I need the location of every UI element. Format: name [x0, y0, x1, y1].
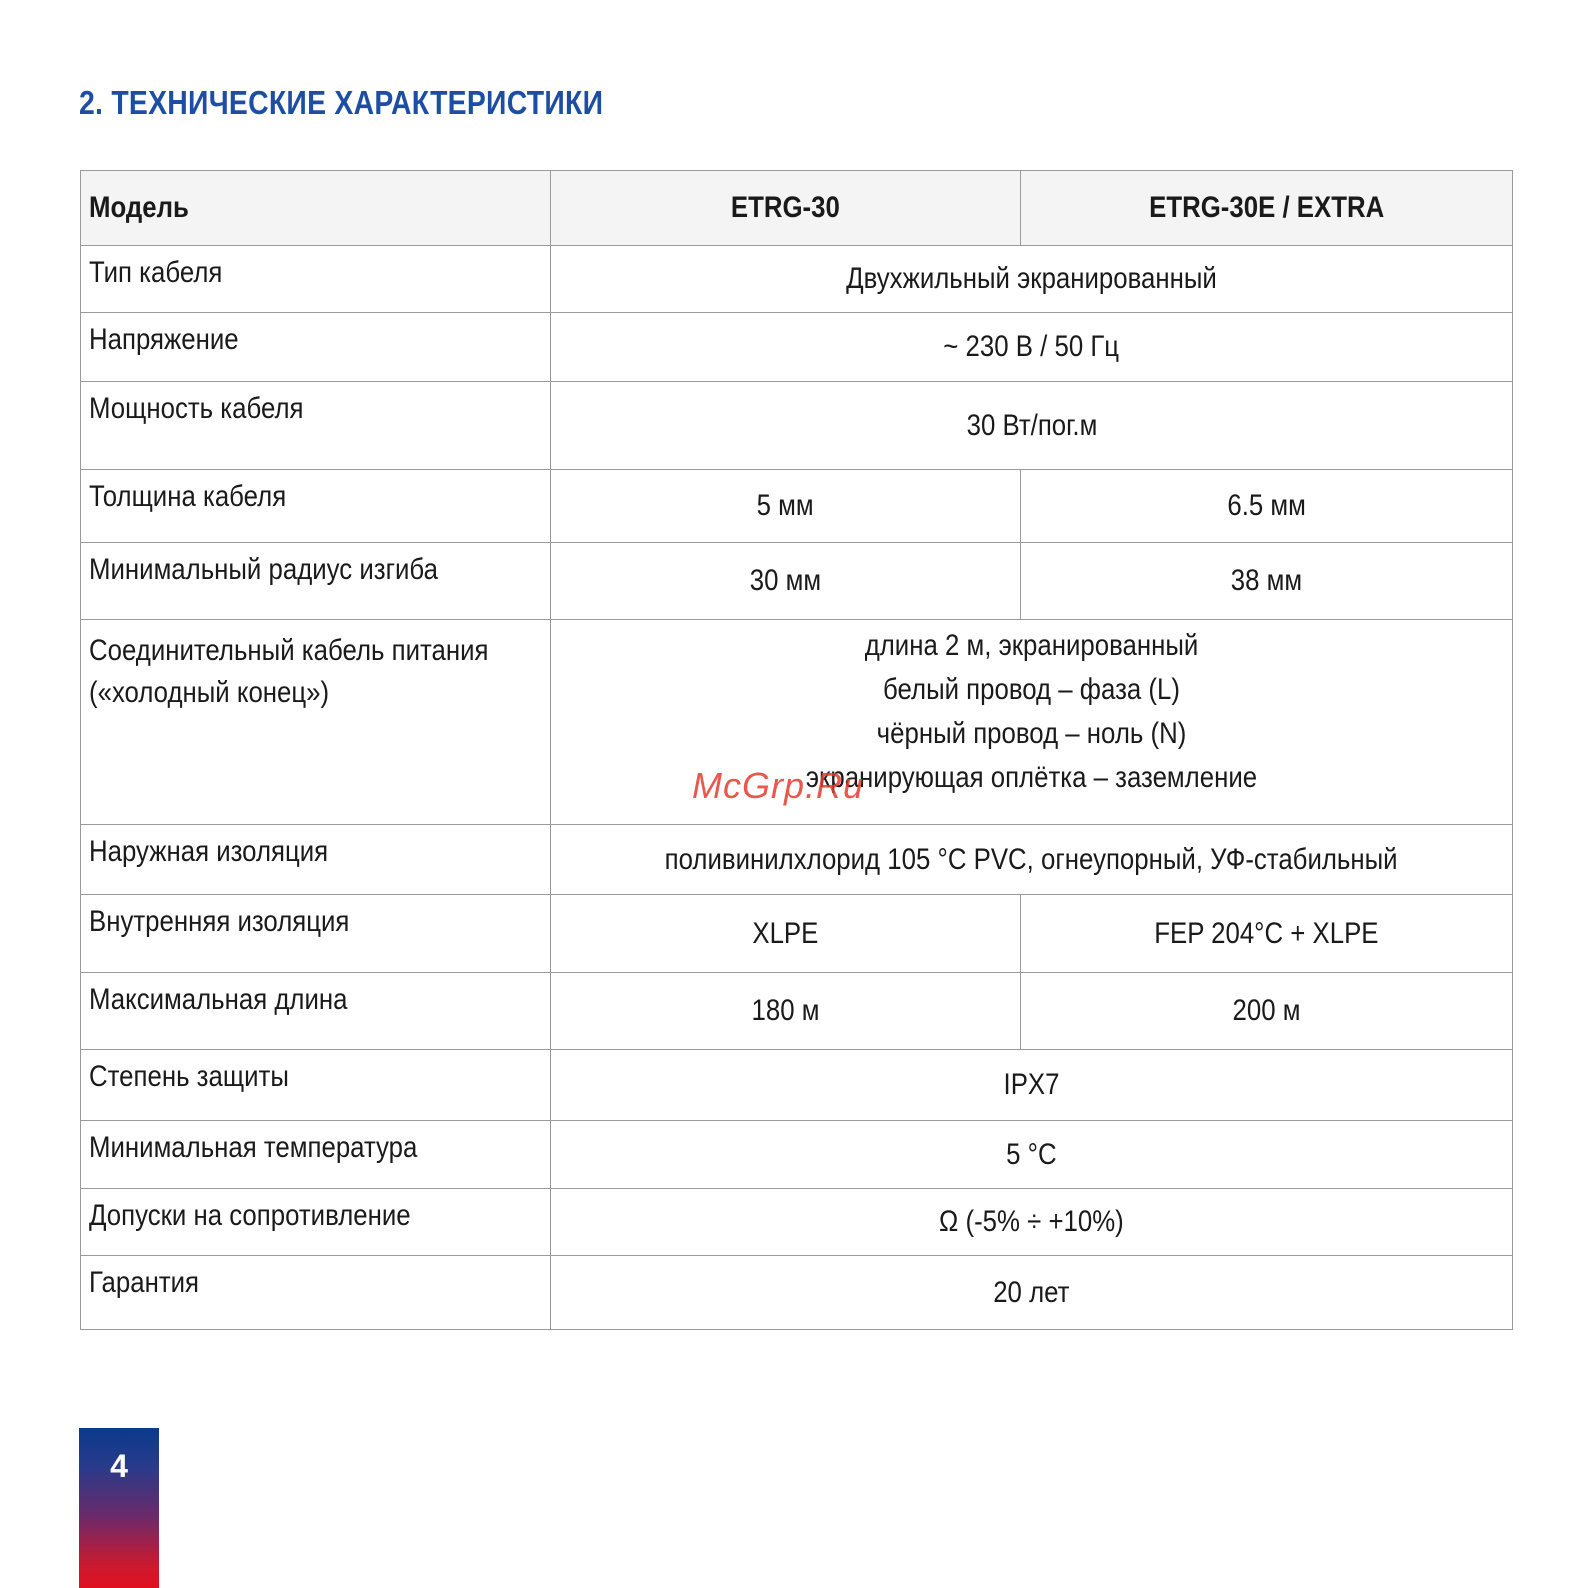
row-label: Внутренняя изоляция [81, 895, 551, 973]
row-label-line: («холодный конец») [89, 676, 330, 709]
row-label: Минимальный радиус изгиба [81, 543, 551, 620]
table-row [81, 246, 1513, 313]
table-row [81, 1256, 1513, 1330]
row-label: Минимальная температура [81, 1121, 551, 1189]
row-value-col2: 38 мм [1021, 543, 1513, 620]
row-value: 30 Вт/пог.м [551, 382, 1513, 470]
row-label: Толщина кабеля [81, 470, 551, 543]
row-label: Тип кабеля [81, 246, 551, 313]
header-model-label: Модель [81, 171, 551, 246]
row-label: Наружная изоляция [81, 825, 551, 895]
table-row [81, 1050, 1513, 1121]
table-row [81, 1121, 1513, 1189]
row-label: Максимальная длина [81, 973, 551, 1050]
table-row [81, 382, 1513, 470]
row-label [81, 620, 551, 825]
table-row [81, 895, 1513, 973]
page-number: 4 [110, 1448, 128, 1484]
row-value: 20 лет [551, 1256, 1513, 1330]
row-value: поливинилхлорид 105 °С PVC, огнеупорный, УФ-стабильный [551, 825, 1513, 895]
row-label: Мощность кабеля [81, 382, 551, 470]
row-value: IPX7 [551, 1050, 1513, 1121]
spec-table [80, 170, 1513, 1330]
table-row [81, 825, 1513, 895]
row-value: 5 °С [551, 1121, 1513, 1189]
value-line: белый провод – фаза (L) [883, 673, 1180, 706]
row-value: Двухжильный экранированный [551, 246, 1513, 313]
row-value-col2: 200 м [1021, 973, 1513, 1050]
row-value-col1: 180 м [551, 973, 1021, 1050]
row-value: ~ 230 В / 50 Гц [551, 313, 1513, 382]
row-label-line: Соединительный кабель питания [89, 634, 489, 667]
row-label: Гарантия [81, 1256, 551, 1330]
row-value: Ω (-5% ÷ +10%) [551, 1189, 1513, 1256]
table-row [81, 470, 1513, 543]
row-label: Допуски на сопротивление [81, 1189, 551, 1256]
watermark: McGrp.Ru [692, 765, 865, 806]
section-title: 2. ТЕХНИЧЕСКИЕ ХАРАКТЕРИСТИКИ [79, 84, 604, 121]
table-row [81, 973, 1513, 1050]
row-value-col2: 6.5 мм [1021, 470, 1513, 543]
value-line: длина 2 м, экранированный [864, 629, 1199, 662]
table-row [81, 543, 1513, 620]
row-value-col2: FEP 204°C + XLPE [1021, 895, 1513, 973]
value-line: чёрный провод – ноль (N) [876, 717, 1187, 750]
table-row [81, 313, 1513, 382]
row-value-col1: 5 мм [551, 470, 1021, 543]
header-model-etrg30e: ETRG-30E / EXTRA [1021, 171, 1513, 246]
row-label: Напряжение [81, 313, 551, 382]
table-row [81, 1189, 1513, 1256]
row-value-col1: 30 мм [551, 543, 1021, 620]
page-number-badge [79, 1428, 159, 1588]
header-model-etrg30: ETRG-30 [551, 171, 1021, 246]
row-label: Степень защиты [81, 1050, 551, 1121]
table-header-row [81, 171, 1513, 246]
value-line: экранирующая оплётка – заземление [805, 761, 1258, 794]
row-value-col1: XLPE [551, 895, 1021, 973]
